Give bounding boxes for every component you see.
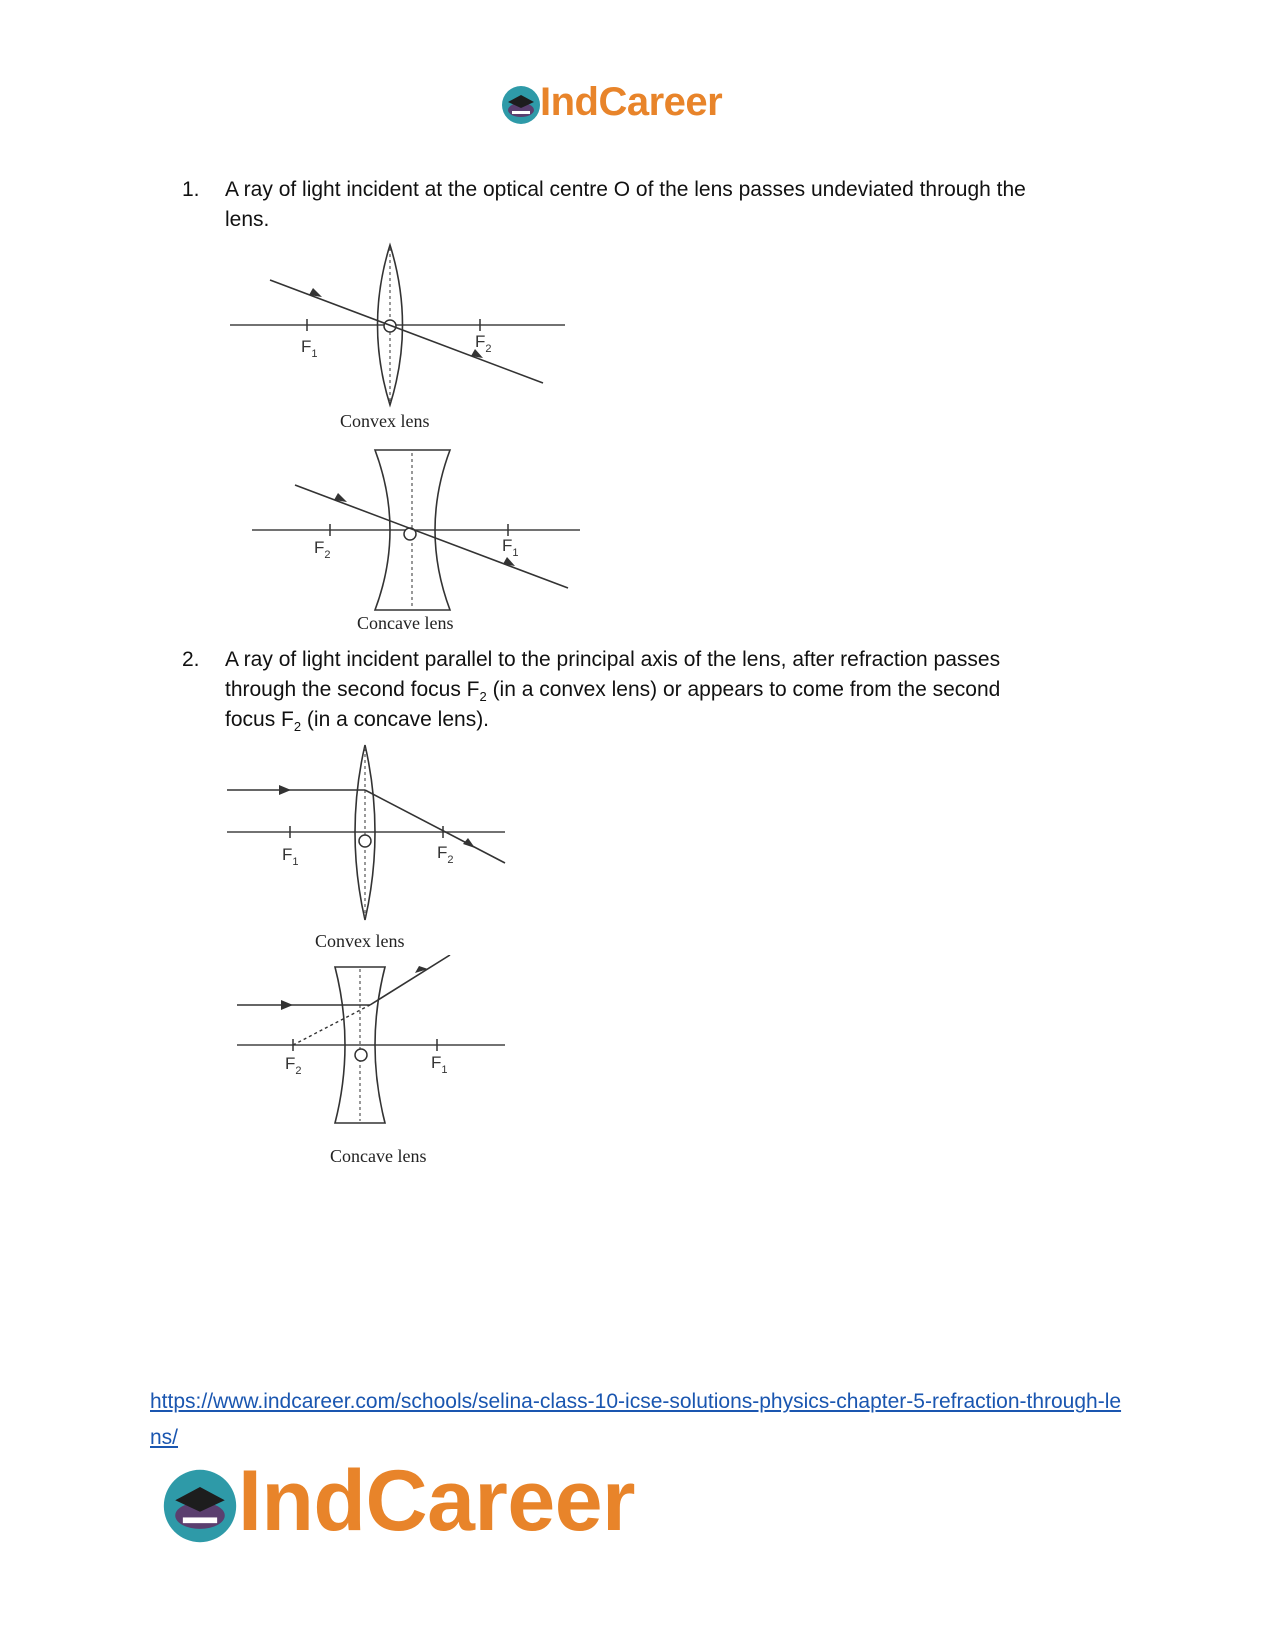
- header-logo: [500, 80, 780, 130]
- focus-label-f1: $F_1$: [301, 337, 318, 360]
- convex-lens-diagram-2: [225, 740, 525, 955]
- diagram-caption: Convex lens: [340, 411, 430, 431]
- focus-label-f1: $F_1$: [502, 536, 519, 559]
- list-item-text: [225, 175, 1105, 235]
- footer-logo: [160, 1453, 720, 1550]
- text-line: A ray of light incident parallel to the principal axis of the lens, after refraction passes: [225, 648, 1001, 671]
- concave-lens-diagram-1: [250, 445, 590, 635]
- focus-label-f2: $F_2$: [475, 332, 492, 355]
- focus-label-f2: $F_2$: [285, 1054, 302, 1077]
- concave-lens-diagram-2: [235, 955, 535, 1170]
- graduation-cap-icon: [160, 1466, 240, 1546]
- graduation-cap-icon: [500, 84, 542, 126]
- diagram-caption: Convex lens: [315, 931, 405, 951]
- focus-label-f2: $F_2$: [437, 843, 454, 866]
- text-line: through the second focus $F_2$ (in a convex lens) or appears to come from the second: [225, 678, 1001, 705]
- text-line: lens.: [225, 208, 270, 231]
- focus-label-f2: $F_2$: [314, 538, 331, 561]
- list-item-text: [225, 645, 1105, 735]
- text-line: focus $F_2$ (in a concave lens).: [225, 708, 490, 735]
- focus-label-f1: $F_1$: [431, 1053, 448, 1076]
- footer-logo-text: IndCareer: [238, 1453, 635, 1549]
- focus-label-f1: $F_1$: [282, 845, 299, 868]
- source-link[interactable]: https://www.indcareer.com/schools/selina-class-10-icse-solutions-physics-chapter-5-refraction-through-lens/: [150, 1390, 1122, 1449]
- list-number: 2.: [182, 648, 200, 671]
- convex-lens-diagram-1: [225, 240, 585, 440]
- diagram-caption: Concave lens: [357, 613, 454, 633]
- text-line: A ray of light incident at the optical centre O of the lens passes undeviated through the: [225, 178, 1026, 201]
- diagram-caption: Concave lens: [330, 1146, 427, 1166]
- list-number: 1.: [182, 178, 200, 201]
- header-logo-text: IndCareer: [540, 80, 723, 124]
